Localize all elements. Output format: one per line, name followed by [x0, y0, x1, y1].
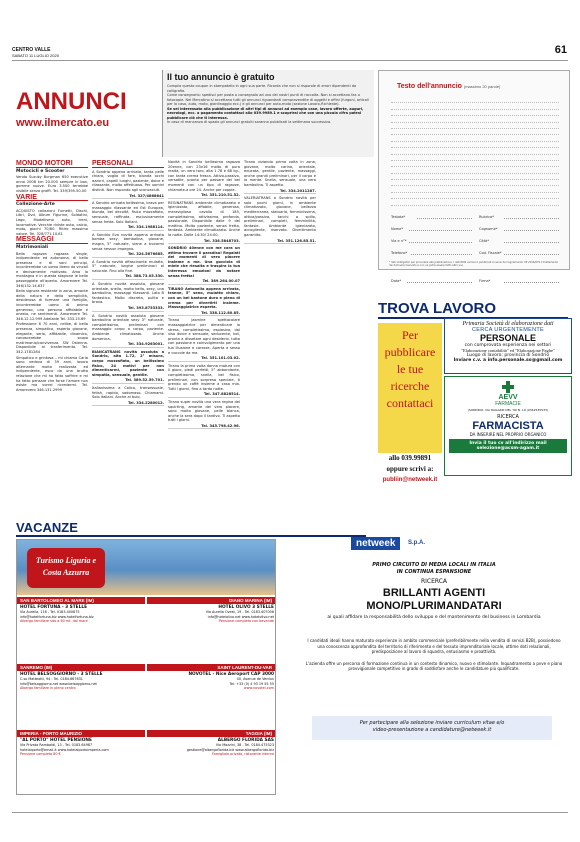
turismo-logo: Turismo Liguria e Costa Azzurra: [27, 548, 105, 588]
column-1: [16, 160, 88, 510]
phone-number: Tel. 327/4868641: [92, 194, 164, 200]
phone-number: Tel. 388.73.05.330.: [92, 274, 164, 280]
footer-rule: [12, 812, 568, 813]
heading-varie: VARIE: [16, 196, 88, 202]
phone-number: Tel. 338.5848703.: [168, 239, 240, 245]
phone-number: Tel. 334.2011287.: [244, 189, 316, 195]
list-item: SONDRIO 40enne con me cara un attimo trovare il paradiso! Regalati dei momenti di vero piacere insieme a me. Una gocciola di miele che riesalta e traspira la tua interessa emozioni da notare senza fretta!: [168, 246, 240, 278]
phone-number: Tel. 393.8753333.: [92, 306, 164, 312]
free-ad-p3: Se sei interessato alla pubblicazione di altri tipi di annunci ad esempio case, lavoro offerte, auguri, necrologi, ecc. a pagamento contattaci allo 039.9989.1 e scoprirai che con una piccola cifra potrai pubblicare ciò che ti interessa.: [167, 106, 364, 120]
field-via: Via e n°*: [391, 239, 407, 243]
list-item: Tirano super novità una vera regina del squirting, amante del vero piacere, sono molto giovane, pelle bianca, anche la sera dopo il tardivo. Ti aspetto tutti i giorni.: [168, 399, 240, 423]
region-label: SANREMO (IM): [17, 664, 145, 671]
vacanze-heading: VACANZE: [16, 520, 366, 537]
header-rule: [12, 60, 568, 61]
page-number: 61: [554, 44, 567, 56]
section-title: ANNUNCI: [16, 88, 127, 115]
promo-word: contattaci: [386, 396, 434, 410]
list-item: Novità in Sondrio bellissima ragazza 20enne, con 23x16 molto di pura realtà, un vero toro, alta 1.78 e 68 kg., con tanta crema fresca. Attivo-passivo, versatile, pronto per passare dei bei momenti con un tipo di ragazze, chiamate-a ore 24. Anche per coppie.: [168, 160, 240, 192]
list-item: TIRANO Antonella appena arrivata, tranne, 5° seno, mulatto chiaro, con un bel bastone duro e pieno di crema per divertirti insieme. Massaggiatrice esperta.: [168, 286, 240, 310]
list-item: Simpatico e grintosa... mi chiamo Carla sono vedova di 39 anni, lavoro alternante molto realizzata ed indipendente, esco da una brutta relazione che mi ha fatto soffrire e mi ha fatto pensare che forse l'amore non esiste ma vorrei ricredermi. Tel. Amorevero 346.131.2999: [16, 355, 88, 392]
pharmacy-cross-icon: [501, 380, 515, 394]
phone-number: Tel. 334.2280012.: [92, 401, 164, 407]
field-codfiscale: Cod. Fiscale*: [479, 251, 502, 255]
netweek-scope: ai quali affidare la responsabilità dello sviluppo e del mantenimento del business in Lombardia: [327, 615, 541, 620]
list-item: Tirano Jasmine spettacolare massaggiatrice per dimenticare lo stress, completissima, esplosiva, dal viso dolce e sensuale, seducente, hot, pronta a dissetare ogni desiderio, tutto con passione e coinvolgimento per una tua illusione e carezze. Aperta a sesso e coccole da me.: [168, 318, 240, 355]
phone-number: Tel. 334.9263001.: [92, 342, 164, 348]
ad-coupon-form[interactable]: [378, 70, 570, 283]
list-item: ACQUISTO collezioni Fumetti, Dischi, Libri, Dvd, Album Figurine, Soldatini, Lego, Modellismo auto, treni, locomotive. Vecchie riviste auto, calcio, moto, giochi 70/80. Ritiro massimo valore. Tel. 328/771.10.81: [16, 208, 88, 236]
field-codfiscale-input[interactable]: [504, 251, 559, 255]
subheading-moto: Motocicli e Scooter: [16, 168, 65, 174]
netweek-logo: netweek: [351, 537, 400, 550]
field-firma-input[interactable]: [504, 279, 559, 283]
job1-location: Luogo di lavoro: provincia di Sondrio: [466, 353, 550, 358]
promo-word: Per: [402, 328, 418, 342]
publish-email[interactable]: publiin@netweek.it: [382, 477, 438, 483]
phone-number: Tel. 351.126.85.51.: [244, 239, 316, 245]
field-via-input[interactable]: [409, 239, 472, 243]
list-item: A Sondrio novità affascinante mulatta, 5° naturale, lunghe preliminari al naturale. Fino alla fine.: [92, 259, 164, 273]
publish-phone: allo 039.99891: [388, 454, 432, 462]
phone-number: Tel. 347.8826514.: [168, 392, 240, 398]
region-label: SAN BARTOLOMEO AL MARE (IM): [17, 597, 145, 604]
heading-personali: PERSONALI: [92, 162, 164, 168]
newspaper-name: CENTRO VALLE: [12, 47, 51, 53]
subheading-matrimoniali: Matrimoniali: [16, 244, 49, 250]
field-rubrica-input[interactable]: [504, 215, 559, 219]
job1-company: Primaria Società di elaborazione dati: [462, 321, 554, 327]
job-ad-farmacista: [444, 376, 572, 476]
region-label: SAINT LAURENT-DU-VAR: [147, 664, 275, 671]
netweek-requirements: I candidati ideali hanno maturato esperienze in ambito commerciale (preferibilmente nella vendita di servizi B2B), possiedono una conoscenza approfondita del territorio di riferimento e del tessuto imprenditoriale locale, ottime doti relazionali, predisposizione al lavoro di squadra, entusiasmo e proattività. L'azienda offre un percorso di formazione continua in un contesto dinamico, nuovo e stimolante. Inquadramento a pvve e piano provvigionale competitivo in grado di soddisfare anche le candidature più qualificate.: [305, 638, 563, 671]
coupon-title: Testo dell'annuncio (massimo 20 parole): [397, 83, 501, 90]
publish-or: oppure scrivi a:: [386, 465, 434, 473]
aevv-logo-sub: FARMACIE: [495, 401, 521, 407]
field-testata: Testata*: [391, 215, 406, 219]
column-2: [92, 160, 164, 510]
job-ad-elaborazione-dati: [444, 318, 572, 374]
list-item: Italianissima a Colico, transessuale, fetish, rapido, sadomaso. Chiamami. Solo italiani. Anche al buio.: [92, 385, 164, 400]
field-citta: Città*: [479, 239, 490, 243]
phone-number: Tel. 324.5676685.: [92, 252, 164, 258]
field-nome: Nome*: [391, 227, 404, 231]
netweek-job-ad: [296, 536, 572, 798]
job1-sectors: "Elaborazione contabilità" ed "Elaborazione Paghe": [461, 348, 555, 353]
list-item: Tirano la prima volta donna matura con il gioco, piedi perfetti, 5° abbondante, completissima, snella, bel fisico, preliminari, con sorpresa speciale, ti prendo un caffè insieme a casa mia. Tutti i giorni, fino a tarda notte.: [168, 363, 240, 391]
aevv-address: (SONDRIO, VIA RAGAZZI DEL '99 N. 19 (0342535533): [467, 408, 549, 412]
job2-ricerca: RICERCA: [497, 414, 519, 420]
hotel-listing: ALBERGO FLORIDA SAS Via Mazzini, 38 - Tel. 0184.475323 gestione@albergoflorida.biz www.albergoflorida.biz Famigliale privato, ristorante interno: [186, 738, 274, 756]
list-item: A Sondrio Eva novità appena arrivata bomba sexy, bambolina, giovane, magra, 5° naturale, viene a trovarmi senza nessun impegno.: [92, 232, 164, 251]
list-item: A Sondrio novità assoluta, giovane orientale, snella, molto bella, sexy, una bambolina, massaggi rilassanti. Lato B fantastico. Molto discreta, pulita e brava.: [92, 282, 164, 305]
netweek-ricerca: RICERCA: [420, 578, 448, 585]
job2-role: FARMACISTA: [472, 420, 544, 432]
list-item: REGINATRANS ambiente climatizzato e igienizzato, affabile, generosa, meravigliosa cavalla di 185, completissima, attivissima, profonda, passionale. Disponibile dalle 9 del mattino. Molto paziente, senza fretta, fantasia. Ambiente climatizzato. Anche la notte. Dalle 14:30/ 24:00.: [168, 200, 240, 237]
issue-date: SABATO 11 LUGLIO 2020: [12, 53, 59, 58]
phone-number: Tel. 351.101.03.02.: [168, 356, 240, 362]
field-telefono-input[interactable]: [411, 251, 472, 255]
free-ad-info-box: [162, 70, 374, 157]
list-item: A Sondrio appena arrivata, tanta pelle chiara, voglia di fare, bionda occhi azzurri, capelli lunghi, paziente, dolce e rilassante, molto affettuosa. Per uomini distinti. Non rispondo agli sconosciuti.: [92, 169, 164, 192]
region-label: DIANO MARINA (IM): [147, 597, 275, 604]
field-data: Data*: [391, 279, 402, 283]
field-telefono: Telefono*: [391, 251, 408, 255]
hotel-listing: HOTEL BELSOGGIORNO - 3 STELLE C.so Matteotti, 94 - Tel. 0184.667631 info@belsoggiorno.net www.belsoggiorno.net Albergo familiare in pieno centro: [20, 672, 103, 690]
field-testata-input[interactable]: [417, 215, 472, 219]
publish-contact: [378, 453, 442, 486]
region-label: IMPERIA - PORTO MAURIZIO: [17, 730, 145, 737]
netweek-tagline-2: IN CONTINUA ESPANSIONE: [396, 569, 472, 575]
coupon-privacy-note: * dati obbligatori per procedere alla pubblicazione. I dati NON verranno pubblicati Ai sensi del regolamento UE 2016/679 il trattamento dei dati sarà riservato e non ne potrà essere fatto altro uso.: [389, 261, 559, 268]
trova-lavoro-heading: TROVA LAVORO: [378, 300, 568, 319]
free-ad-title: Il tuo annuncio è gratuito: [167, 72, 275, 82]
job1-role: PERSONALE: [479, 333, 536, 343]
list-item: Vendo Suzuky Burgman 650 executive anno 2008 km 20.000 sempre in box, gomme nuove. Euro 3.500 terrebbe visibile senza graffi. Tel. 339/395.50.00: [16, 175, 88, 193]
netweek-cta[interactable]: Per partecipare alla selezione inviare curriculum vitae e/o video-presentazione a candidature@netweek.it: [312, 716, 552, 740]
aevv-logo-text: AEVV: [498, 394, 518, 401]
phone-number: Tel. 334.1988114.: [92, 225, 164, 231]
region-label: TAGGIA (IM): [147, 730, 275, 737]
list-item: VALERIATRANS a Sondrio novità per solo pochi giorni, in ambiente climatizzato, giovane, bellezza mediterranea, statuaria, femminissima, attiva/passiva, tacchi a spillo, preliminari, completi, femminilità, fantasie. Ambiente igienizzato, accogliente, riservato. Divertimento garantito.: [244, 196, 316, 237]
promo-word: pubblicare: [384, 345, 436, 359]
phone-number: Tel. 389.52.59.701.: [92, 378, 164, 384]
publish-promo-box: [378, 323, 442, 453]
heading-messaggi: MESSAGGI: [16, 238, 88, 244]
hotel-listing: HOTEL FORTUNA - 3 STELLE Via Aurelia, 116 - Tel. 0183.400875 info@hotelfortuna.biz www.hotelfortuna.biz Albergo familiare sito a 60 mt. dal mare: [20, 605, 94, 623]
free-ad-p2: Come consegnarlo: spedisci per posta o consegnalo ad uno dei nostri punti di raccolta. Non si accettano fax o fotocopie. Nel Mercatino si accettano tutti gli annunci riguardanti compravendite di oggetti e affini (furgoni, articoli per la casa, auto, moto, giardinaggio ecc.) e gli annunci per auto-moto (sezione Lavoro-Richieste).: [167, 93, 369, 106]
list-item: Tirano viziando prima volta in zona, giovane, molto carina, orientale, educata, gentile, paziente, massaggi, anche grandi preliminari, per il corpo e la mente. Snella, sensuale, una vera bambolina. Ti aspetto.: [244, 160, 316, 187]
phone-number: Tel. 338.112.80.85.: [168, 311, 240, 317]
free-ad-p4: In caso di mancanza di spazio gli annunci gratuiti saranno pubblicati la settimana successiva.: [167, 120, 332, 124]
list-item: A Sondrio arrivata bellissima, brava per massaggio rilassante ed Est Europea, bionda, bel decolté, fisico mozzafiato, sensuale, raffinata, esclusivamente senza fretta. Solo Italiani.: [92, 201, 164, 224]
list-item: A Sondrio novità assoluta giovane bambolina orientale sexy 3° naturale, completissima, preliminari con massaggio corpo a corpo, paziente. Ambiente climatizzato. Anche domenica.: [92, 313, 164, 341]
netweek-spa: S.p.A.: [408, 540, 426, 546]
promo-word: le tue: [396, 362, 424, 376]
job2-cta[interactable]: Invia il tuo cv all'indirizzo mail selezione@acsm-agam.it: [449, 439, 567, 453]
phone-number: Tel. 345.798.42.96.: [168, 424, 240, 430]
phone-number: Tel. 351.210.51.52.: [168, 193, 240, 199]
hotel-listing: HOTEL OLIVO 3 STELLE Via Aurelia Ovest, 19 - Tel. 0183.407006 info@hotelolivo.net www.hotelolivo.net Pensione completa con bevande: [205, 605, 274, 623]
coupon-text-lines[interactable]: [391, 97, 559, 206]
netweek-role: BRILLANTI AGENTI MONO/PLURIMANDATARI: [366, 587, 502, 612]
column-4: [244, 160, 316, 270]
job1-urgent: CERCA URGENTEMENTE: [471, 327, 545, 333]
list-item: Professione 6 70 anni, celibe, di bella presenza, simpatico, esperto giovane, elegante, serio, affidabile, dinamico, conoscerebbe scopo matrimonio/convivenza. SW Ostenna. Disponibile al trasferimento. Tel. 342.1781284: [16, 322, 88, 354]
list-item: Bella signora residente in zona, amante della natura e della semplicità, desiderosa di formare una famiglia, incontrerebbe uomo di animo generoso, una persona affidabile e onesta, ne sentimenti. Amorevere Tel. 346.12.12.999 Adelaide Tel. 333.15.69: [16, 289, 88, 321]
field-citta-input[interactable]: [504, 239, 559, 243]
field-cognome-input[interactable]: [504, 227, 559, 231]
promo-word: ricerche: [390, 379, 430, 393]
field-nome-input[interactable]: [409, 227, 472, 231]
phone-number: Tel. 389.264.00.07: [168, 279, 240, 285]
field-cognome: Cognome*: [479, 227, 498, 231]
job1-email[interactable]: Inviare c.v. a info.personale.so@gmail.com: [453, 358, 563, 363]
hotel-listing: NOVOTEL - Nice Aeroport CAP 3000 40, Avenue de Verdun Tel. +33 (0) 4 93 19 55 55 www.novotel.com: [188, 672, 274, 690]
field-rubrica: Rubrica*: [479, 215, 494, 219]
list-item: Bella ragazza ragazza single, indipendente ed autonoma, di bella presenza e di sani principi, incontrerebbe un uomo libero da vincoli e decisamente motivato. Amo la montagna e in questa stagione le belle passeggiate all'aperto. Amorevere Tel. 346/132.14.637: [16, 251, 88, 288]
list-item: BIANCATRANS novità assoluta a Sondrio, alta 1.72, 2° misura, corpo mozzafiato, un bellissimo fisico, 24 motivi per non dimenticarmi, paziente con simpatia, sensuale, gentile.: [92, 349, 164, 377]
hotel-listing: "AL PORTO" HOTEL PENSIONE Via Privata Rambaldi, 13 - Tel. 0183.64987 hotelalporto@email.it www.hotelalportoimperia.com Pensione completa 80 €: [20, 738, 109, 756]
site-url[interactable]: www.ilmercato.eu: [16, 117, 110, 129]
vacanze-ad: [16, 539, 276, 795]
job2-info: DA INSERIRE NEL PROPRIO ORGANICO: [469, 432, 547, 437]
free-ad-p1: Compila questo coupon in stampatello in ogni sua parte. Ricorda che non si risponde di errori dipendenti da calligrafia.: [167, 84, 357, 93]
netweek-tagline-1: PRIMO CIRCUITO DI MEDIA LOCALI IN ITALIA: [372, 562, 496, 568]
job1-exp: con comprovata esperienza nei settori: [464, 343, 552, 348]
column-3: [168, 160, 240, 510]
field-data-input[interactable]: [407, 279, 472, 283]
field-firma: Firma*: [479, 279, 491, 283]
subheading-collezione: Collezione-Arte: [16, 202, 55, 208]
heading-mondo-motori: MONDO MOTORI: [16, 162, 88, 168]
